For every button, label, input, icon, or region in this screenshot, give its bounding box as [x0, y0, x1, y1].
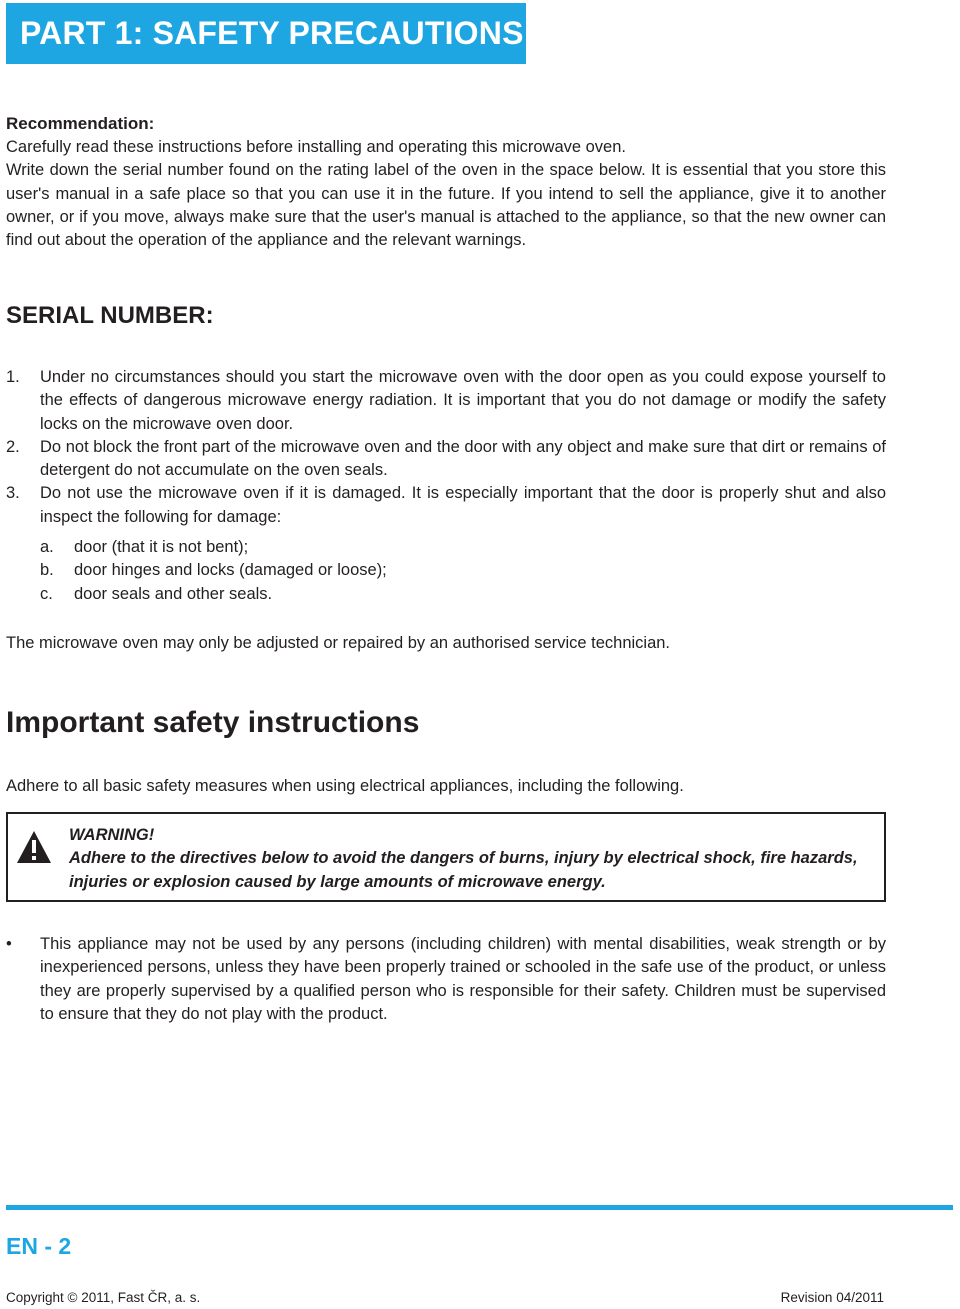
bullet-item: [6, 933, 886, 1026]
bullet-text: This appliance may not be used by any persons (including children) with mental disabilities, weak strength or by inexperienced persons, unless they have been properly trained or schooled in the safe use of the product, or unless they are properly supervised by a qualified person who is responsible for their safety. Children must be supervised to ensure that they do not play with the product.: [40, 935, 886, 1023]
sub-list-text: door seals and other seals.: [74, 584, 273, 603]
revision-label: Revision 04/2011: [780, 1290, 884, 1305]
warning-title: WARNING!: [69, 826, 155, 844]
list-item-text: Under no circumstances should you start the microwave oven with the door open as you could expose yourself to the effects of dangerous microwave energy radiation. It is important that you do not damage or modify the safety locks on the microwave oven door.: [40, 368, 886, 433]
sub-list-letter: c.: [40, 584, 53, 603]
footer-divider: [6, 1205, 953, 1210]
warning-box: [6, 812, 886, 902]
damage-checklist: [6, 536, 886, 606]
list-item: [6, 366, 886, 436]
list-item: [6, 482, 886, 529]
list-item-text: Do not block the front part of the microwave oven and the door with any object and make sure that dirt or remains of detergent do not accumulate on the oven seals.: [40, 437, 886, 480]
sub-list-letter: a.: [40, 538, 54, 557]
sub-list-text: door hinges and locks (damaged or loose);: [74, 561, 387, 580]
part-title-banner: [6, 3, 526, 64]
section-intro: Adhere to all basic safety measures when using electrical appliances, including the following.: [6, 777, 684, 795]
serial-number-label: SERIAL NUMBER:: [6, 302, 214, 329]
sub-list-item: [40, 583, 886, 606]
bullet-list: [6, 933, 886, 1026]
section-heading: Important safety instructions: [6, 706, 420, 739]
warning-triangle-icon: [16, 830, 52, 864]
copyright-notice: Copyright © 2011, Fast ČR, a. s.: [6, 1290, 201, 1305]
warning-text: [69, 824, 879, 894]
list-item-number: 1.: [6, 368, 20, 386]
numbered-list: [6, 366, 886, 606]
bullet-icon: •: [6, 935, 12, 953]
list-item-number: 3.: [6, 484, 20, 503]
part-title: PART 1: SAFETY PRECAUTIONS: [20, 15, 524, 51]
list-item-number: 2.: [6, 437, 20, 456]
warning-body: Adhere to the directives below to avoid the dangers of burns, injury by electrical shock, fire hazards, injuries or explosion caused by large amounts of microwave energy.: [69, 849, 858, 891]
recommendation-line-2: Write down the serial number found on the rating label of the oven in the space below. It is essential that you store this user's manual in a safe place so that you can use it in the future. If you intend to sell the appliance, give it to another owner, or if you move, always make sure that the user's manual is attached to the appliance, so that the new owner can find out about the operation of the appliance and the relevant warnings.: [6, 161, 886, 250]
sub-list-item: [40, 536, 886, 559]
service-note: The microwave oven may only be adjusted or repaired by an authorised service technician.: [6, 634, 671, 652]
sub-list-letter: b.: [40, 561, 54, 580]
page-number: EN - 2: [6, 1233, 72, 1259]
sub-list-text: door (that it is not bent);: [74, 538, 249, 557]
recommendation-text: [6, 136, 886, 252]
sub-list-item: [40, 559, 886, 582]
recommendation-line-1: Carefully read these instructions before installing and operating this microwave oven.: [6, 138, 626, 156]
recommendation-title: Recommendation:: [6, 114, 155, 133]
list-item-text: Do not use the microwave oven if it is damaged. It is especially important that the door is properly shut and also inspect the following for damage:: [40, 484, 886, 526]
list-item: [6, 436, 886, 483]
